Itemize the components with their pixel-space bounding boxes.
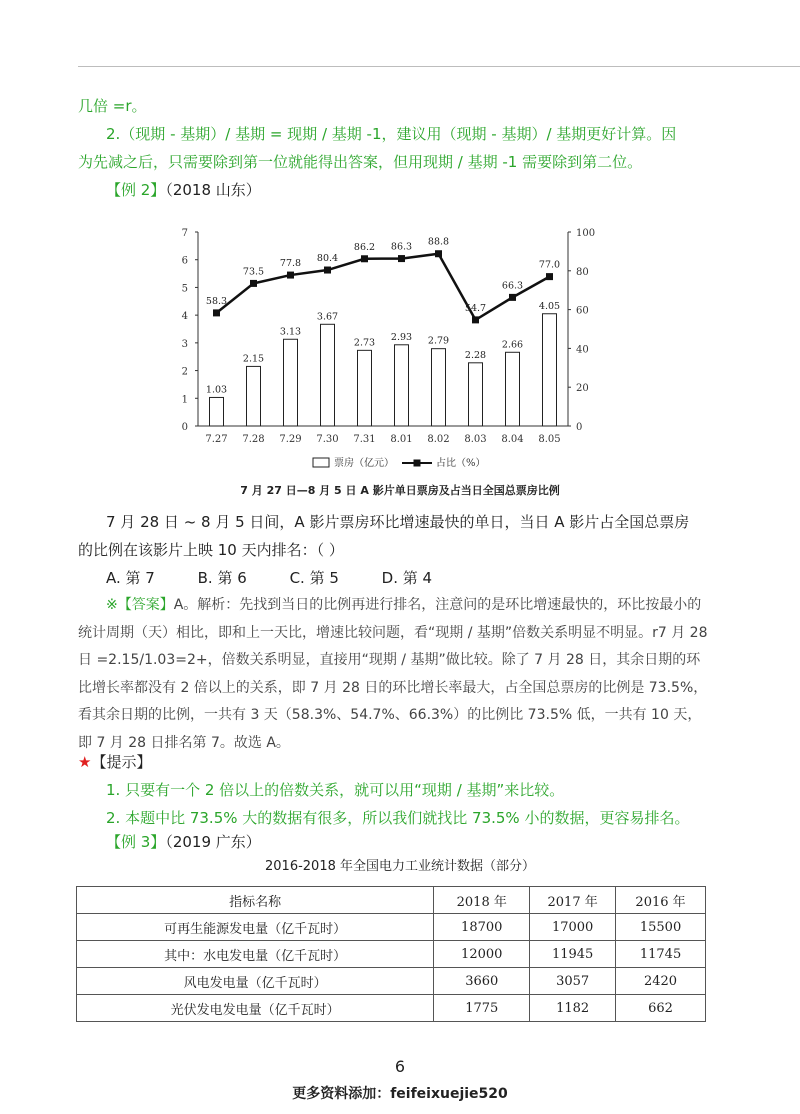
bar (395, 345, 409, 426)
example-2-label: 【例 2】 (106, 181, 166, 199)
example-3-label: 【例 3】 (106, 833, 166, 851)
x-tick-label: 8.03 (464, 434, 487, 445)
star-icon: ★ (78, 753, 92, 771)
page-number: 6 (394, 1057, 406, 1076)
bar (543, 314, 557, 426)
table-cell: 2420 (616, 968, 706, 995)
right-tick-label: 20 (576, 383, 589, 395)
share-value-label: 86.3 (390, 241, 413, 253)
x-tick-label: 8.01 (390, 434, 413, 445)
share-point (361, 255, 368, 262)
table-row (77, 914, 706, 941)
left-tick-label: 1 (181, 394, 188, 406)
left-tick-label: 0 (181, 422, 188, 433)
share-value-label: 88.8 (427, 236, 450, 248)
right-tick-label: 40 (576, 344, 589, 356)
left-tick-label: 5 (181, 283, 188, 295)
bar-value-label: 1.03 (205, 384, 228, 396)
bar-value-label: 2.28 (464, 349, 487, 361)
hint-title: 【提示】 (91, 753, 152, 771)
left-tick-label: 6 (181, 255, 188, 267)
table-cell: 15500 (616, 914, 706, 941)
x-tick-label: 7.30 (316, 434, 339, 445)
left-tick-label: 3 (181, 338, 188, 350)
share-point (398, 255, 405, 262)
right-tick-label: 80 (576, 266, 589, 278)
table-cell: 12000 (434, 941, 530, 968)
bar (321, 324, 335, 426)
question-line-2: 的比例在该影片上映 10 天内排名：（ ） (78, 541, 344, 559)
table-header-row (77, 887, 706, 914)
option-b[interactable]: B. 第 6 (197, 569, 247, 587)
table-row (77, 995, 706, 1022)
example-3-heading (106, 828, 261, 856)
combo-chart (168, 220, 608, 500)
text-line-2: 2.（现期 - 基期）/ 基期 = 现期 / 基期 -1，建议用（现期 - 基期）/ 基期更好计算。因 (106, 125, 677, 143)
right-tick-label: 100 (576, 228, 596, 239)
legend-bar-swatch (313, 458, 329, 467)
share-point (509, 294, 516, 301)
share-point (472, 316, 479, 323)
right-tick-label: 60 (576, 305, 589, 317)
answer-options (106, 564, 470, 592)
table-cell: 3660 (434, 968, 530, 995)
share-value-label: 86.2 (353, 241, 376, 253)
question-text (78, 508, 718, 564)
x-tick-label: 8.02 (427, 434, 450, 445)
table-cell: 风电发电量（亿千瓦时） (77, 968, 434, 995)
table-cell: 1182 (530, 995, 616, 1022)
hint-2: 2. 本题中比 73.5% 大的数据有很多，所以我们就找比 73.5% 小的数据，更容易排名。 (106, 809, 690, 827)
footer-contact: 更多资料添加：feifeixuejie520 (292, 1086, 508, 1102)
table-row (77, 941, 706, 968)
answer-tag: ※【答案】 (106, 597, 174, 613)
header-rule (78, 66, 800, 67)
bar (284, 339, 298, 426)
example-2-source: （2018 山东） (165, 181, 261, 199)
share-point (435, 250, 442, 257)
share-point (287, 272, 294, 279)
x-tick-label: 8.05 (538, 434, 561, 445)
bar (506, 352, 520, 426)
table-cell: 11945 (530, 941, 616, 968)
share-value-label: 58.3 (205, 295, 228, 307)
bar-value-label: 2.93 (390, 331, 413, 343)
answer-explanation (78, 592, 714, 757)
table-cell: 光伏发电发电量（亿千瓦时） (77, 995, 434, 1022)
table-cell: 3057 (530, 968, 616, 995)
share-value-label: 66.3 (501, 280, 524, 292)
share-value-label: 77.0 (538, 259, 561, 271)
x-tick-label: 7.31 (353, 434, 376, 445)
x-tick-label: 8.04 (501, 434, 524, 445)
table-cell: 可再生能源发电量（亿千瓦时） (77, 914, 434, 941)
table-cell: 其中：水电发电量（亿千瓦时） (77, 941, 434, 968)
share-value-label: 73.5 (242, 266, 265, 278)
share-point (250, 280, 257, 287)
option-a[interactable]: A. 第 7 (106, 569, 155, 587)
table-cell: 18700 (434, 914, 530, 941)
left-tick-label: 7 (181, 228, 188, 239)
bar-value-label: 4.05 (538, 300, 561, 312)
bar-value-label: 2.66 (501, 339, 524, 351)
header-cell: 指标名称 (77, 887, 434, 914)
table-cell: 17000 (530, 914, 616, 941)
bar (469, 363, 483, 426)
bar (247, 366, 261, 426)
bar (210, 397, 224, 426)
hint-1: 1. 只要有一个 2 倍以上的倍数关系，就可以用“现期 / 基期”来比较。 (106, 781, 565, 799)
bar (432, 349, 446, 426)
x-tick-label: 7.28 (242, 434, 265, 445)
header-cell: 2016 年 (616, 887, 706, 914)
share-value-label: 54.7 (464, 302, 487, 314)
bar-value-label: 2.15 (242, 353, 265, 365)
question-line-1: 7 月 28 日 ~ 8 月 5 日间，A 影片票房环比增速最快的单日，当日 A 影片占全国总票房 (106, 513, 690, 531)
share-point (324, 267, 331, 274)
bar-value-label: 2.79 (427, 335, 450, 347)
table-cell: 11745 (616, 941, 706, 968)
hint-heading (78, 748, 151, 776)
table-cell: 662 (616, 995, 706, 1022)
table-title: 2016-2018 年全国电力工业统计数据（部分） (265, 859, 535, 874)
chart-caption: 7 月 27 日—8 月 5 日 A 影片单日票房及占当日全国总票房比例 (240, 484, 560, 497)
legend-line-marker (414, 460, 421, 467)
example-3-source: （2019 广东） (165, 833, 261, 851)
legend-line-label: 占比（%） (436, 458, 486, 469)
answer-body: A。解析：先找到当日的比例再进行排名，注意问的是环比增速最快的，环比按最小的统计周期（天）相比，即和上一天比，增速比较问题，看“现期 / 基期”倍数关系明显不明显。r7 月 28 日 =2.15/1.03=2+，倍数关系明显，直接用“现期 / 基期”做比较。除了 7 月 28 日，其余日期的环比增长率都没有 2 倍以上的关系，即 7 月 28 日的环比增长率最大，占全国总票房的比例是 73.5%，看其余日期的比例，一共有 3 天（58.3%、54.7%、66.3%）的比例比 73.5% 低，一共有 10 天，即 7 月 28 日排名第 7。故选 A。 (78, 597, 708, 751)
x-tick-label: 7.27 (205, 434, 228, 445)
bar-value-label: 3.67 (316, 311, 339, 323)
share-value-label: 80.4 (316, 253, 339, 265)
chart-svg (168, 220, 608, 500)
bar-value-label: 2.73 (353, 337, 376, 349)
legend-bar-label: 票房（亿元） (334, 458, 394, 469)
table-cell: 1775 (434, 995, 530, 1022)
bar-value-label: 3.13 (279, 326, 302, 338)
share-value-label: 77.8 (279, 258, 302, 270)
share-point (546, 273, 553, 280)
left-tick-label: 4 (181, 311, 188, 323)
example-2-heading (106, 176, 261, 204)
option-c[interactable]: C. 第 5 (289, 569, 339, 587)
text-line-3: 为先减之后，只需要除到第一位就能得出答案，但用现期 / 基期 -1 需要除到第二位。 (78, 153, 643, 171)
table-row (77, 968, 706, 995)
bar (358, 350, 372, 426)
text-line-1: 几倍 =r。 (78, 97, 147, 115)
header-cell: 2018 年 (434, 887, 530, 914)
share-line (217, 254, 550, 323)
header-cell: 2017 年 (530, 887, 616, 914)
left-tick-label: 2 (181, 366, 188, 378)
share-point (213, 309, 220, 316)
stats-table (76, 886, 706, 1022)
option-d[interactable]: D. 第 4 (381, 569, 433, 587)
right-tick-label: 0 (576, 422, 583, 433)
x-tick-label: 7.29 (279, 434, 302, 445)
